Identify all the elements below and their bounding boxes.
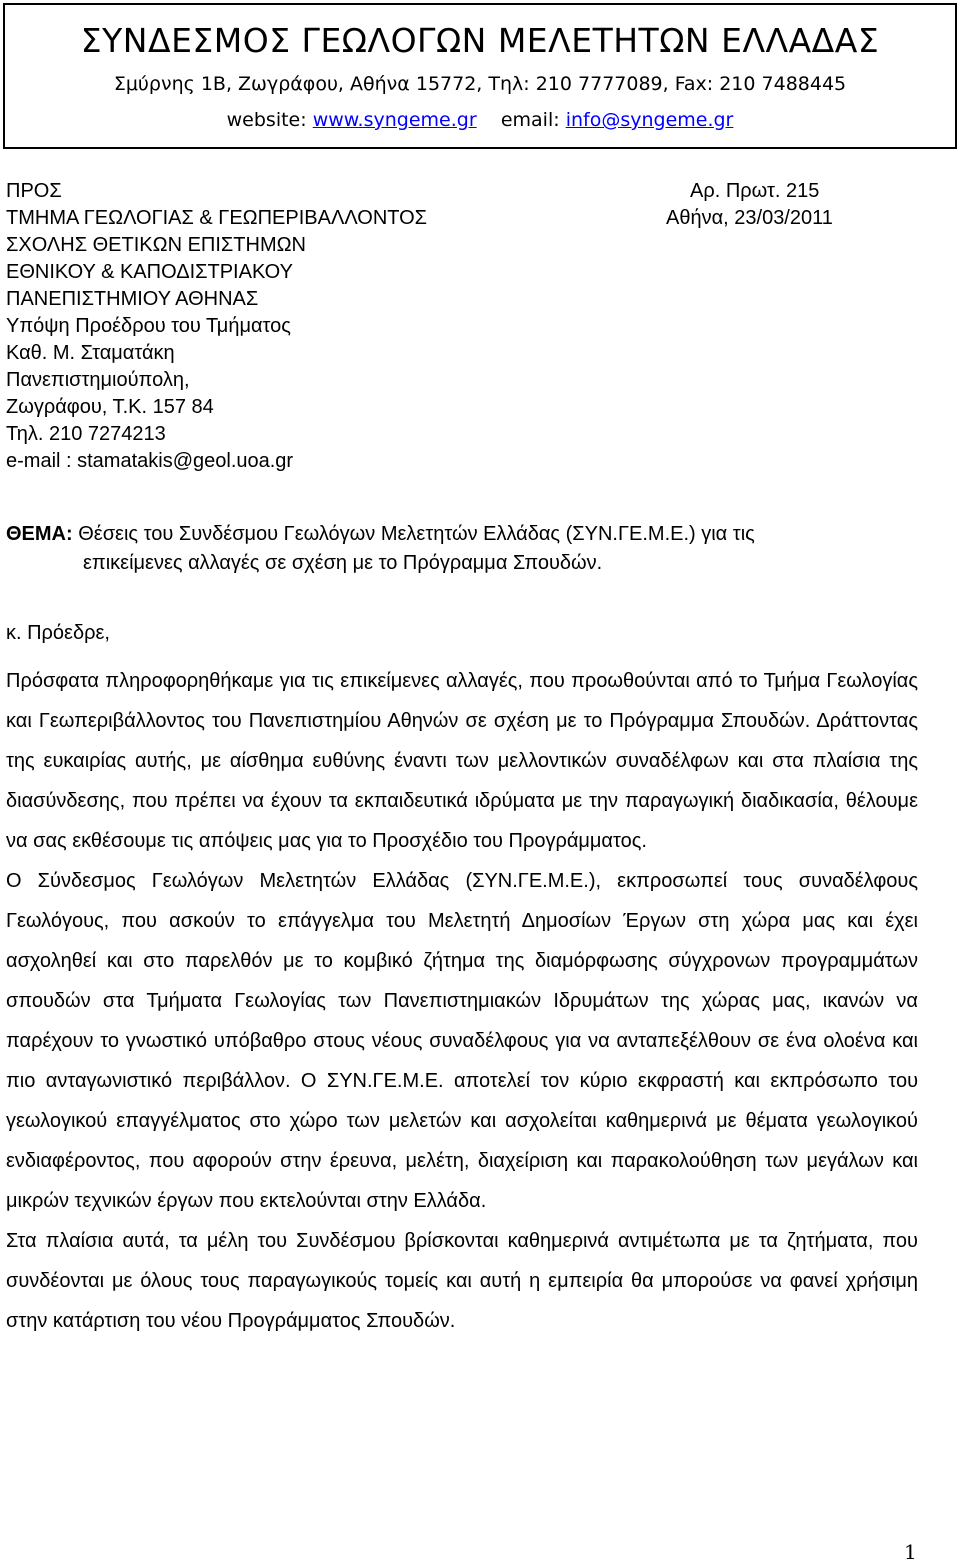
organization-title: ΣΥΝΔΕΣΜΟΣ ΓΕΩΛΟΓΩΝ ΜΕΛΕΤΗΤΩΝ ΕΛΛΑΔΑΣ [80, 21, 880, 60]
recipient-line: ΤΜΗΜΑ ΓΕΩΛΟΓΙΑΣ & ΓΕΩΠΕΡΙΒΑΛΛΟΝΤΟΣ [6, 207, 428, 229]
recipient-block [6, 178, 427, 475]
contact-line [5, 109, 955, 131]
reference-block [666, 178, 833, 232]
recipient-line: Ζωγράφου, Τ.Κ. 157 84 [6, 396, 214, 418]
page-number: 1 [904, 1540, 917, 1564]
letter-body [6, 661, 918, 1341]
email-label: email: [500, 109, 560, 131]
letterhead [3, 3, 957, 149]
subject-text-1: Θέσεις του Συνδέσμου Γεωλόγων Μελετητών Ελλάδας (ΣΥΝ.ΓΕ.Μ.Ε.) για τις [78, 523, 755, 545]
paragraph: Ο Σύνδεσμος Γεωλόγων Μελετητών Ελλάδας (ΣΥΝ.ΓΕ.Μ.Ε.), εκπροσωπεί τους συναδέλφους Γεωλόγους, που ασκούν το επάγγελμα του Μελετητή Δημοσίων Έργων στη χώρα μας και έχει ασχοληθεί και στο παρελθόν με το κομβικό ζήτημα της διαμόρφωσης σύγχρονων προγραμμάτων σπουδών στα Τμήματα Γεωλογίας των Πανεπιστημιακών Ιδρυμάτων της χώρας μας, ικανών να παρέχουν το γνωστικό υπόβαθρο στους νέους συναδέλφους για να ανταπεξέλθουν σε ένα ολοένα και πιο ανταγωνιστικό περιβάλλον. Ο ΣΥΝ.ΓΕ.Μ.Ε. αποτελεί τον κύριο εκφραστή και εκπρόσωπο του γεωλογικού επαγγέλματος στο χώρο των μελετών και ασχολείται καθημερινά με θέματα γεωλογικού ενδιαφέροντος, που αφορούν στην έρευνα, μελέτη, διαχείριση και παρακολούθηση των μεγάλων και μικρών τεχνικών έργων που εκτελούνται στην Ελλάδα. [6, 870, 918, 1212]
subject-label: ΘΕΜΑ: [6, 523, 73, 545]
paragraph: Στα πλαίσια αυτά, τα μέλη του Συνδέσμου βρίσκονται καθημερινά αντιμέτωπα με τα ζητήματα, που συνδέονται με όλους τους παραγωγικούς τομείς και αυτή η εμπειρία θα μπορούσε να φανεί χρήσιμη στην κατάρτιση του νέου Προγράμματος Σπουδών. [6, 1230, 918, 1332]
recipient-line: e-mail : stamatakis@geol.uoa.gr [6, 450, 294, 472]
organization-address: Σμύρνης 1Β, Ζωγράφου, Αθήνα 15772, Τηλ: 210 7777089, Fax: 210 7488445 [113, 73, 847, 95]
protocol-number: Αρ. Πρωτ. 215 [690, 180, 820, 202]
subject-block [6, 520, 755, 578]
paragraph: Πρόσφατα πληροφορηθήκαμε για τις επικείμενες αλλαγές, που προωθούνται από το Τμήμα Γεωλογίας και Γεωπεριβάλλοντος του Πανεπιστημίου Αθηνών σε σχέση με το Πρόγραμμα Σπουδών. Δράττοντας της ευκαιρίας αυτής, με αίσθημα ευθύνης έναντι των μελλοντικών συναδέλφων και στα πλαίσια της διασύνδεσης, που πρέπει να έχουν τα εκπαιδευτικά ιδρύματα με την παραγωγική διαδικασία, θέλουμε να σας εκθέσουμε τις απόψεις μας για το Προσχέδιο του Προγράμματος. [6, 670, 918, 852]
recipient-line: ΠΡΟΣ [6, 180, 62, 202]
place-date: Αθήνα, 23/03/2011 [666, 207, 833, 229]
recipient-line: Υπόψη Προέδρου του Τμήματος [6, 315, 291, 337]
recipient-line: Πανεπιστημιούπολη, [6, 369, 190, 391]
website-label: website: [226, 109, 307, 131]
recipient-line: Καθ. Μ. Σταματάκη [6, 342, 175, 364]
email-link[interactable]: info@syngeme.gr [565, 109, 734, 131]
recipient-line: ΕΘΝΙΚΟΥ & ΚΑΠΟΔΙΣΤΡΙΑΚΟΥ [6, 261, 293, 283]
subject-text-2: επικείμενες αλλαγές σε σχέση με το Πρόγραμμα Σπουδών. [83, 552, 603, 574]
recipient-line: ΣΧΟΛΗΣ ΘΕΤΙΚΩΝ ΕΠΙΣΤΗΜΩΝ [6, 234, 306, 256]
recipient-line: Τηλ. 210 7274213 [6, 423, 166, 445]
website-link[interactable]: www.syngeme.gr [312, 109, 477, 131]
recipient-line: ΠΑΝΕΠΙΣΤΗΜΙΟΥ ΑΘΗΝΑΣ [6, 288, 259, 310]
salutation: κ. Πρόεδρε, [6, 622, 110, 644]
subject-line [6, 520, 755, 549]
